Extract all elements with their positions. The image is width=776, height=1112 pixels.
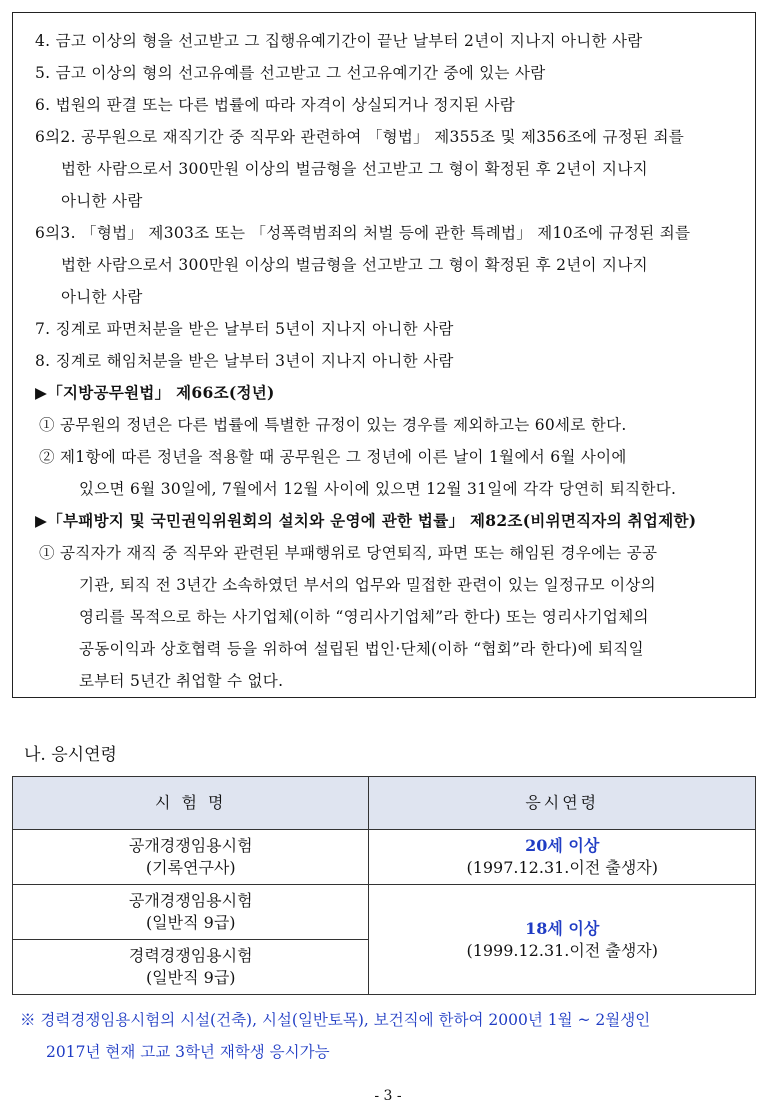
age-value: 18세 이상 bbox=[525, 918, 600, 938]
note-line-2: 2017년 현재 고교 3학년 재학생 응시가능 bbox=[46, 1043, 330, 1061]
clause-2-retirement-cont: 있으면 6월 30일에, 7월에서 12월 사이에 있으면 12월 31일에 각각 당연히 퇴직한다. bbox=[79, 480, 677, 498]
law-heading-anticorruption: ▶「부패방지 및 국민권익위원회의 설치와 운영에 관한 법률」 제82조(비위면직자의 취업제한) bbox=[35, 511, 697, 530]
exam-name: 공개경쟁임용시험 bbox=[128, 891, 253, 910]
age-cell bbox=[369, 830, 756, 885]
table-header-row bbox=[13, 777, 756, 830]
clause-1-anticorruption-cont3: 공동이익과 상호협력 등을 위하여 설립된 법인·단체(이하 “협회”라 한다)에 퇴직일 bbox=[79, 640, 644, 658]
item-6-3-cont: 법한 사람으로서 300만원 이상의 벌금형을 선고받고 그 형이 확정된 후 2년이 지나지 bbox=[61, 256, 648, 274]
exam-name: 공개경쟁임용시험 bbox=[128, 836, 253, 855]
exam-sub: (기록연구사) bbox=[145, 858, 236, 877]
table-row bbox=[13, 830, 756, 885]
clause-2-retirement: ② 제1항에 따른 정년을 적용할 때 공무원은 그 정년에 이른 날이 1월에서 6월 사이에 bbox=[39, 448, 627, 466]
item-6: 6. 법원의 판결 또는 다른 법률에 따라 자격이 상실되거나 정지된 사람 bbox=[35, 96, 516, 114]
age-table bbox=[12, 776, 756, 995]
item-4: 4. 금고 이상의 형을 선고받고 그 집행유예기간이 끝난 날부터 2년이 지나지 아니한 사람 bbox=[35, 32, 643, 50]
age-cell bbox=[369, 885, 756, 995]
item-6-3-cont2: 아니한 사람 bbox=[61, 288, 143, 306]
item-5: 5. 금고 이상의 형의 선고유예를 선고받고 그 선고유예기간 중에 있는 사람 bbox=[35, 64, 546, 82]
clause-1-anticorruption: ① 공직자가 재직 중 직무와 관련된 부패행위로 당연퇴직, 파면 또는 해임된 경우에는 공공 bbox=[39, 544, 658, 562]
exam-cell bbox=[13, 940, 369, 995]
item-6-2-cont2: 아니한 사람 bbox=[61, 192, 143, 210]
item-6-3: 6의3. 「형법」 제303조 또는 「성폭력범죄의 처벌 등에 관한 특례법」 제10조에 규정된 죄를 bbox=[35, 224, 691, 242]
header-age: 응시연령 bbox=[369, 777, 756, 830]
section-title-age: 나. 응시연령 bbox=[24, 745, 117, 765]
clause-1-anticorruption-cont2: 영리를 목적으로 하는 사기업체(이하 “영리사기업체”라 한다) 또는 영리사기업체의 bbox=[79, 608, 649, 626]
item-6-2: 6의2. 공무원으로 재직기간 중 직무와 관련하여 「형법」 제355조 및 제356조에 규정된 죄를 bbox=[35, 128, 685, 146]
clause-1-retirement: ① 공무원의 정년은 다른 법률에 특별한 규정이 있는 경우를 제외하고는 60세로 한다. bbox=[39, 416, 627, 434]
note-line-1: ※ 경력경쟁임용시험의 시설(건축), 시설(일반토목), 보건직에 한하여 2000년 1월 ~ 2월생인 bbox=[20, 1011, 651, 1029]
item-7: 7. 징계로 파면처분을 받은 날부터 5년이 지나지 아니한 사람 bbox=[35, 320, 454, 338]
item-8: 8. 징계로 해임처분을 받은 날부터 3년이 지나지 아니한 사람 bbox=[35, 352, 454, 370]
legal-text-box bbox=[12, 12, 756, 698]
age-value: 20세 이상 bbox=[525, 836, 600, 855]
exam-sub: (일반직 9급) bbox=[145, 968, 236, 987]
law-heading-retirement: ▶「지방공무원법」 제66조(정년) bbox=[35, 383, 275, 402]
exam-sub: (일반직 9급) bbox=[145, 913, 236, 932]
clause-1-anticorruption-cont4: 로부터 5년간 취업할 수 없다. bbox=[79, 672, 284, 690]
eligibility-note bbox=[20, 1004, 760, 1068]
page-number: - 3 - bbox=[374, 1088, 402, 1104]
birth-cutoff: (1999.12.31.이전 출생자) bbox=[466, 940, 658, 960]
birth-cutoff: (1997.12.31.이전 출생자) bbox=[466, 858, 658, 877]
exam-cell bbox=[13, 830, 369, 885]
table-row bbox=[13, 885, 756, 940]
exam-cell bbox=[13, 885, 369, 940]
item-6-2-cont: 법한 사람으로서 300만원 이상의 벌금형을 선고받고 그 형이 확정된 후 2년이 지나지 bbox=[61, 160, 648, 178]
header-exam-name: 시 험 명 bbox=[13, 777, 369, 830]
clause-1-anticorruption-cont1: 기관, 퇴직 전 3년간 소속하였던 부서의 업무와 밀접한 관련이 있는 일정규모 이상의 bbox=[79, 576, 656, 594]
exam-name: 경력경쟁임용시험 bbox=[128, 946, 253, 965]
